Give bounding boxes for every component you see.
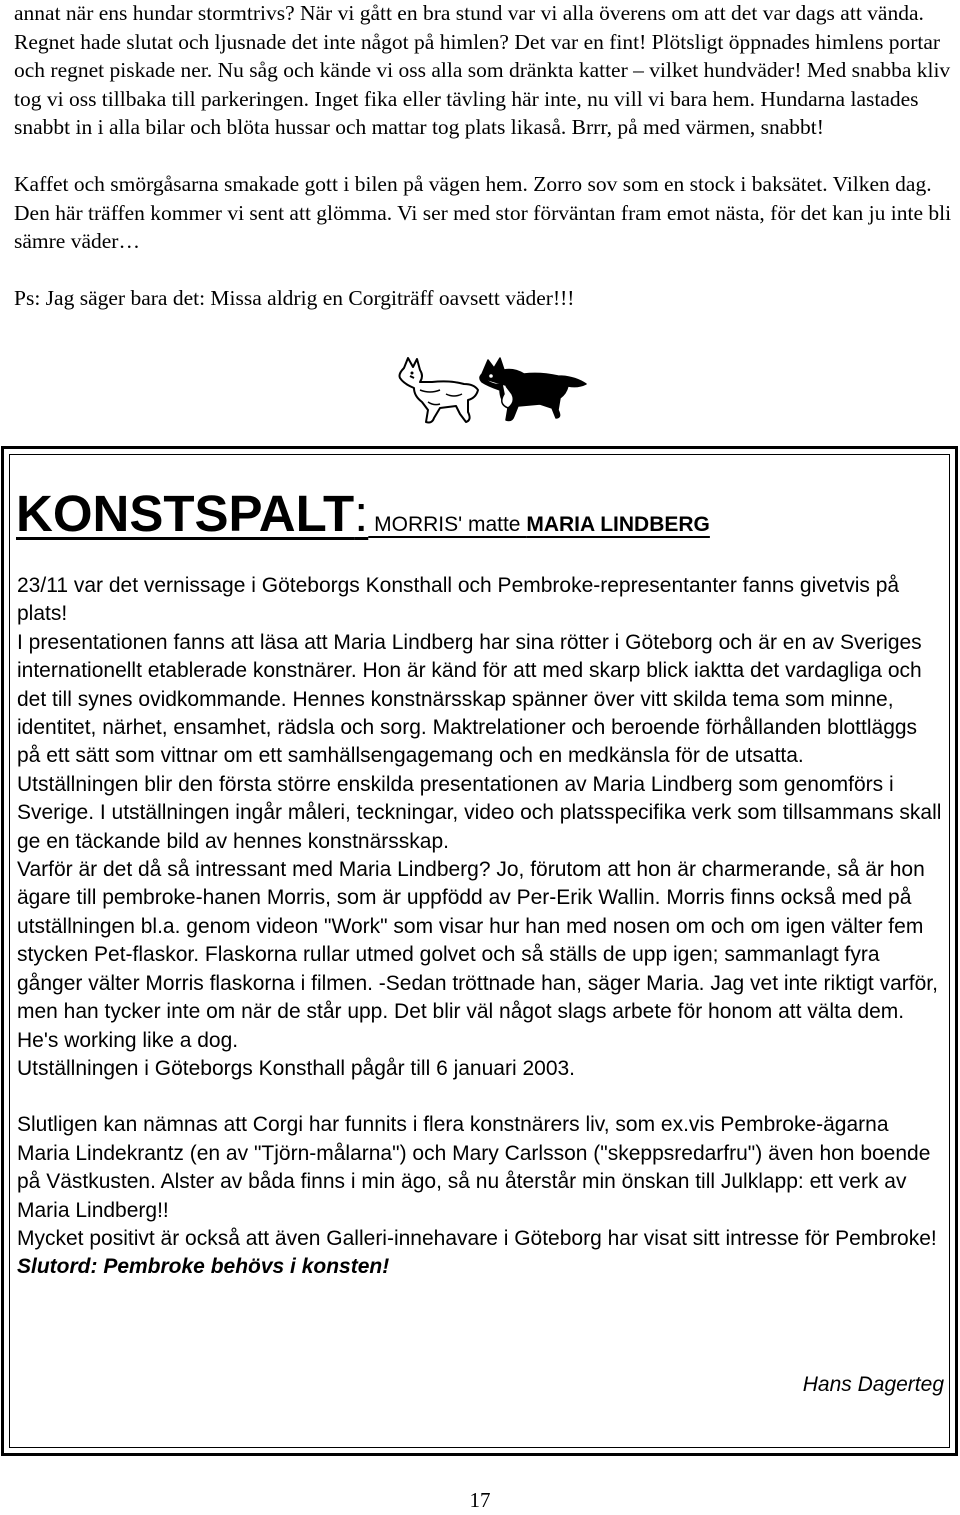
story-paragraph: Kaffet och smörgåsarna smakade gott i bilen på vägen hem. Zorro sov som en stock i baksätet. Vilken dag. Den här träffen kommer vi sent att glömma. Vi ser med stor förväntan fram emot nästa, för det kan ju inte bli sämre väder… xyxy=(14,171,952,254)
konstspalt-heading xyxy=(16,484,710,543)
story-postscript: Ps: Jag säger bara det: Missa aldrig en Corgiträff oavsett väder!!! xyxy=(14,285,575,310)
body-paragraph: 23/11 var det vernissage i Göteborgs Konsthall och Pembroke-representanter fanns givetvis på plats! xyxy=(17,574,900,626)
artist-name: MARIA LINDBERG xyxy=(526,513,710,536)
story-continuation xyxy=(14,0,954,312)
column-title-colon: : xyxy=(354,485,369,542)
konstspalt-body xyxy=(17,572,942,1282)
story-paragraph: annat när ens hundar stormtrivs? När vi gått en bra stund var vi alla överens om att det var dags att vända. Regnet hade slutat och ljusnade det inte något på himlen? Det var en fint! Plötsligt öppnades himlens portar och regnet piskade ner. Nu såg och kände vi oss alla som dränkta katter – vilket hundväder! Med snabba kliv tog vi oss tillbaka till parkeringen. Inget fika eller tävling här inte, nu vill vi bara hem. Hundarna lastades snabbt in i alla bilar och blöta hussar och mattar tog plats likaså. Brrr, på med värmen, snabbt! xyxy=(14,1,951,140)
corgi-dogs-illustration xyxy=(390,354,590,434)
body-paragraph: Utställningen blir den första större enskilda presentationen av Maria Lindberg som genomförs i Sverige. I utställningen ingår måleri, teckningar, video och platsspecifika verk som tillsammans skall ge en täckande bild av hennes konstnärsskap. xyxy=(17,772,942,853)
body-paragraph: Utställningen i Göteborgs Konsthall pågår till 6 januari 2003. xyxy=(17,1056,576,1080)
body-paragraph: Varför är det då så intressant med Maria Lindberg? Jo, förutom att hon är charmerande, så är hon ägare till pembroke-hanen Morris, som är uppfödd av Per-Erik Wallin. Morris finns också med på utställningen bl.a. genom videon "Work" som visar hur han med nosen om och om igen välter fem stycken Pet-flaskor. Flaskorna rullar utmed golvet och så ställs de upp igen; sammanlagt fyra gånger välter Morris flaskorna i filmen. -Sedan tröttnade han, säger Maria. Jag vet inte riktigt varför, men han tycker inte om när de står upp. Det blir väl något slags arbete för honom att välta dem. He's working like a dog. xyxy=(17,858,938,1052)
closing-statement: Slutord: Pembroke behövs i konsten! xyxy=(17,1255,390,1279)
author-signature: Hans Dagerteg xyxy=(802,1373,944,1396)
body-paragraph: I presentationen fanns att läsa att Maria Lindberg har sina rötter i Göteborg och är en av Sveriges internationellt etablerade konstnärer. Hon är känd för att med skarp blick iaktta det vardagliga och det till synes ovidkommande. Hennes konstnärsskap spänner över vitt skilda tema som minne, identitet, närhet, ensamhet, rädsla och sorg. Maktrelationer och beroende förhållanden blottläggs på ett sätt som vittnar om ett samhällsengagemang och en medkänsla för de utsatta. xyxy=(17,630,922,768)
column-title: KONSTSPALT xyxy=(16,485,355,542)
final-text: Mycket positivt är också att även Galleri-innehavare i Göteborg har visat sitt intresse för Pembroke! xyxy=(17,1226,937,1250)
body-paragraph-final xyxy=(17,1225,942,1282)
body-paragraph: Slutligen kan nämnas att Corgi har funnits i flera konstnärers liv, som ex.vis Pembroke-ägarna Maria Lindekrantz (en av "Tjörn-målarna") och Mary Carlsson ("skeppsredarfru") även hon boende på Västkusten. Alster av båda finns i min ägo, så nu återstår min önskan till Julklapp: ett verk av Maria Lindberg!! xyxy=(17,1113,931,1222)
page-number: 17 xyxy=(469,1488,491,1512)
column-subtitle: MORRIS' matte xyxy=(368,513,527,536)
